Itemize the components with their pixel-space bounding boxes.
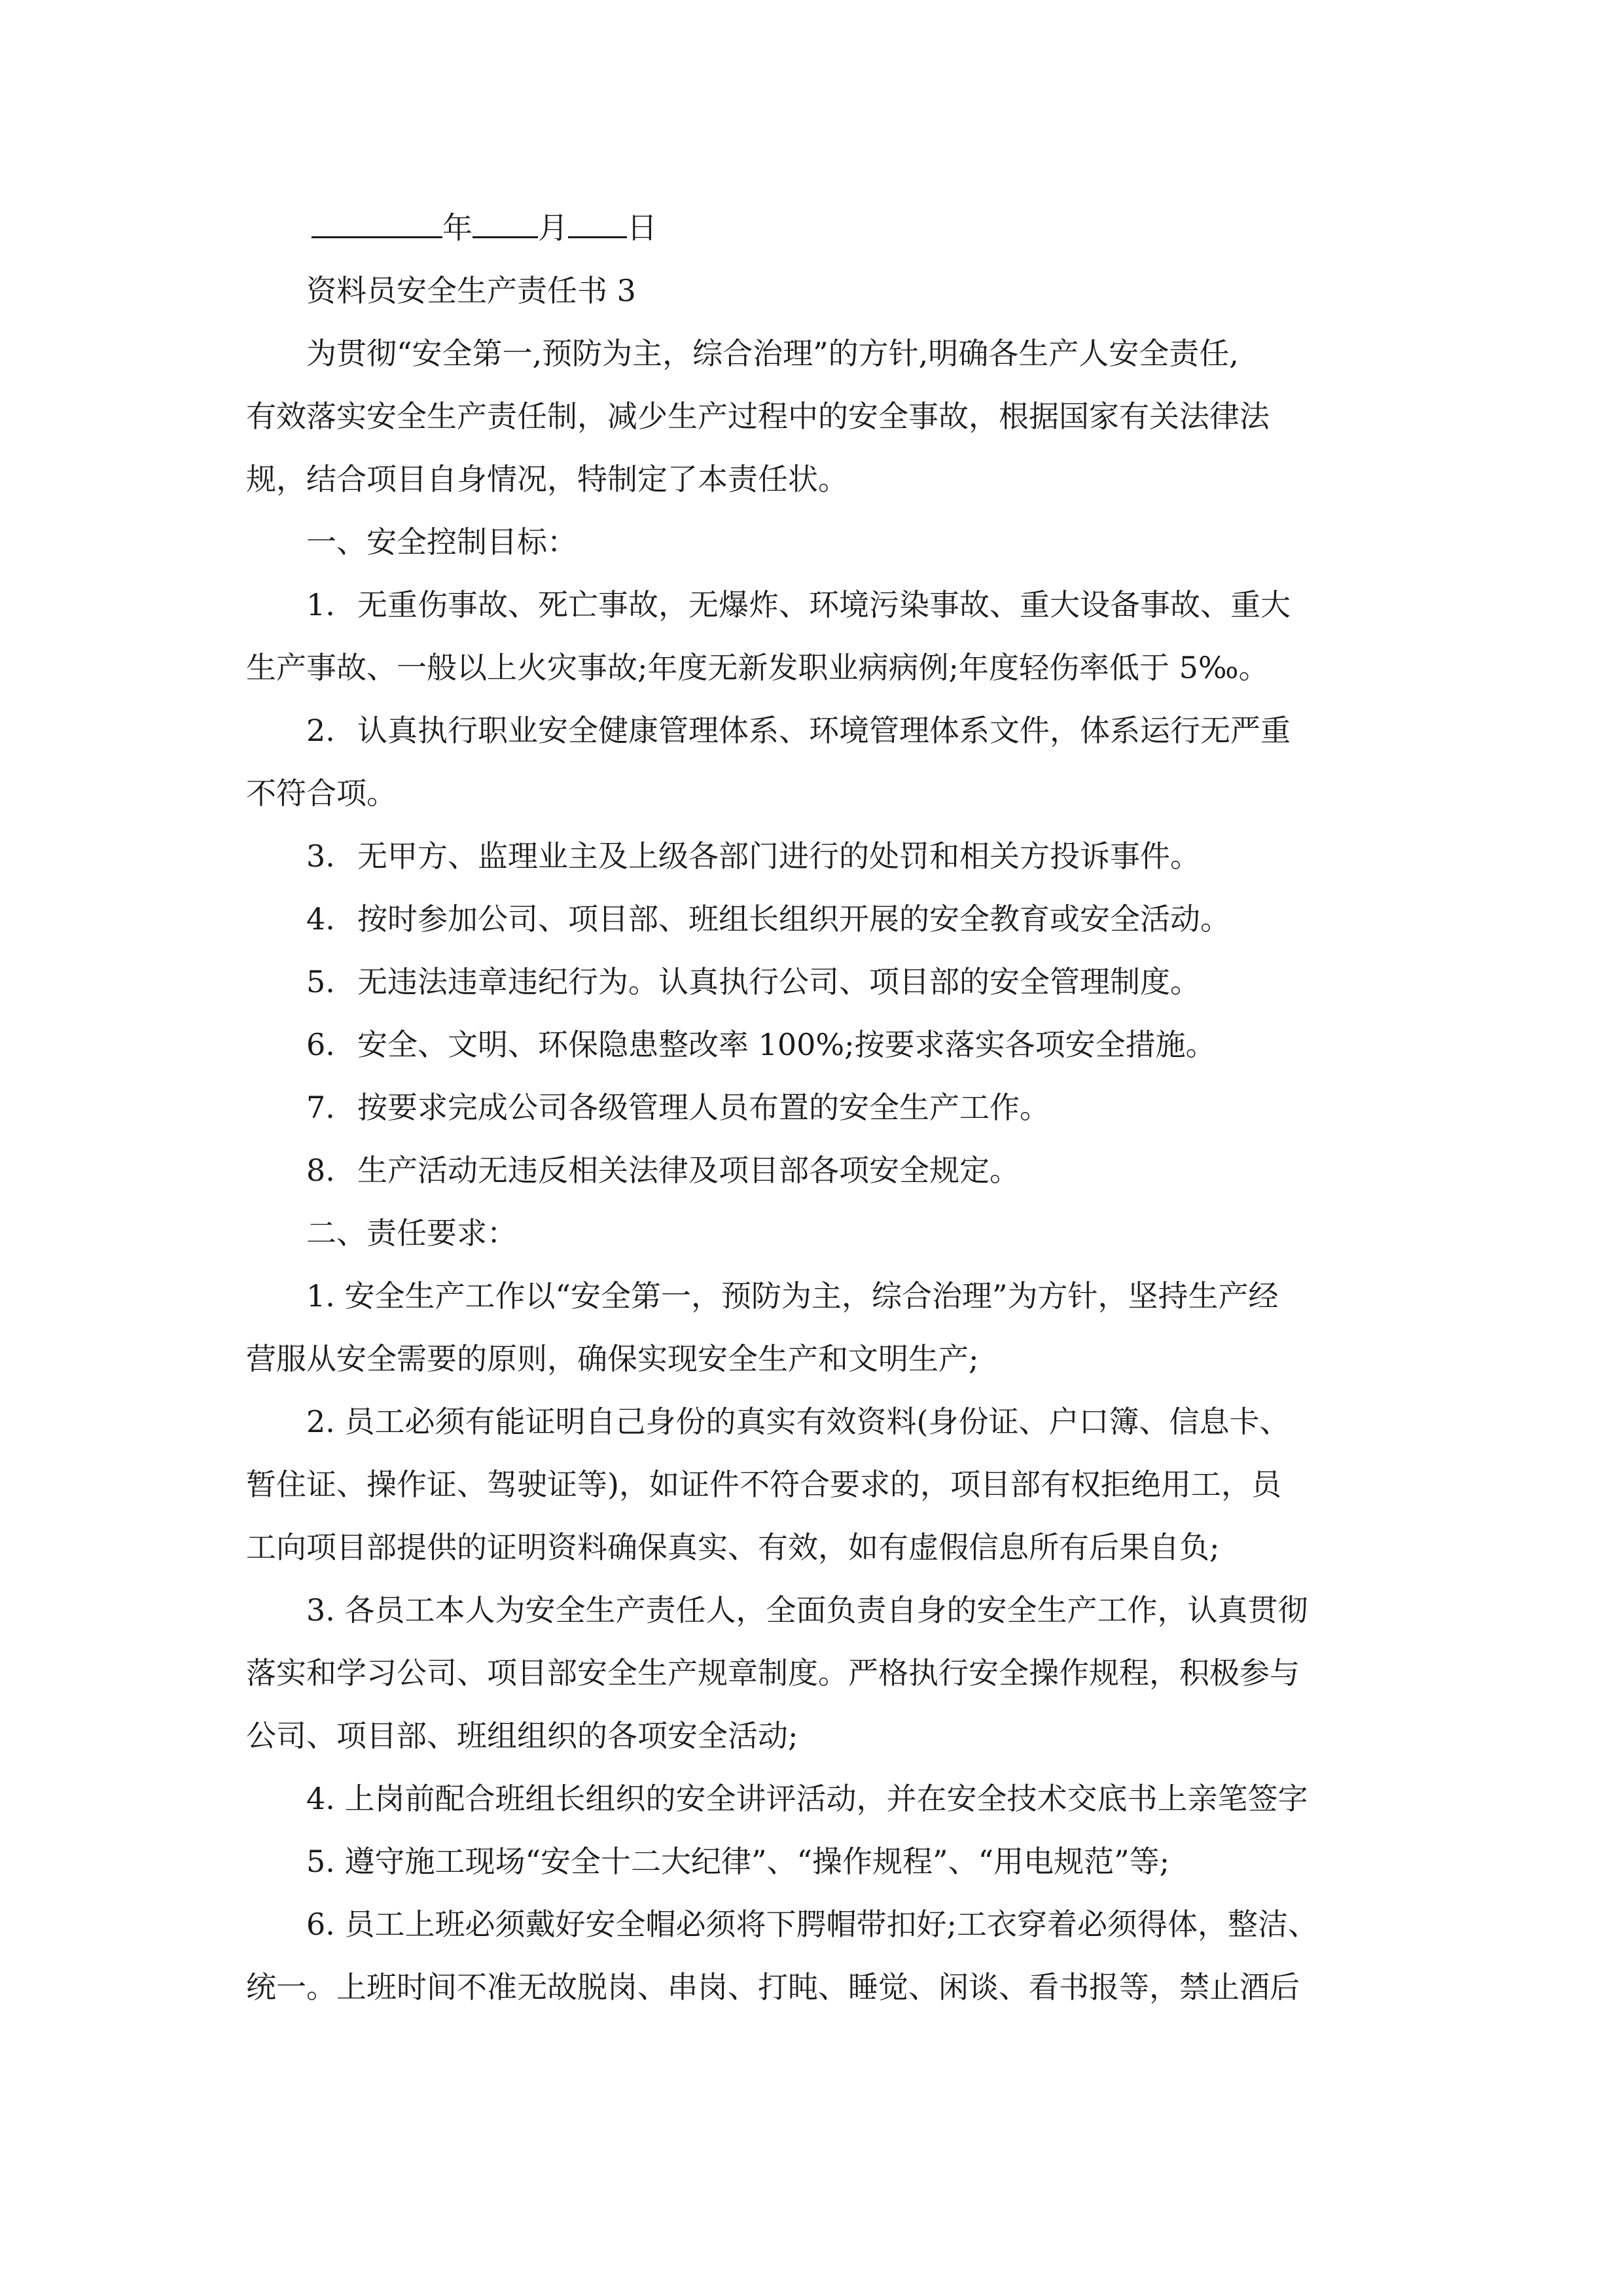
list-item (246, 1830, 1378, 1893)
item-text: 按要求完成公司各级管理人员布置的安全生产工作。 (357, 1090, 1050, 1125)
item-number: 4. (306, 901, 335, 937)
item-text: 3. 各员工本人为安全生产责任人，全面负责自身的安全生产工作，认真贯彻 (306, 1592, 1308, 1628)
list-item (246, 1139, 1378, 1202)
day-blank (568, 206, 627, 238)
list-item (246, 825, 1378, 888)
list-item (246, 1265, 1378, 1390)
item-number: 2. (306, 713, 335, 748)
item-text: 6. 员工上班必须戴好安全帽必须将下腭帽带扣好;工衣穿着必须得体，整洁、 (306, 1907, 1319, 1942)
list-item (246, 1767, 1378, 1830)
item-text: 公司、项目部、班组组织的各项安全活动; (246, 1718, 798, 1753)
list-item (246, 1013, 1378, 1076)
date-line (246, 196, 1378, 259)
section1-heading: 一、安全控制目标： (306, 524, 577, 560)
item-text: 暂住证、操作证、驾驶证等)，如证件不符合要求的，项目部有权拒绝用工，员 (246, 1467, 1281, 1502)
list-item (246, 950, 1378, 1013)
item-text: 落实和学习公司、项目部安全生产规章制度。严格执行安全操作规程，积极参与 (246, 1655, 1300, 1691)
list-item (246, 1076, 1378, 1139)
item-text: 4. 上岗前配合班组长组织的安全讲评活动，并在安全技术交底书上亲笔签字 (306, 1781, 1308, 1816)
intro-line: 规，结合项目自身情况，特制定了本责任状。 (246, 461, 848, 497)
section1-list (246, 573, 1378, 1202)
item-text: 5. 遵守施工现场“安全十二大纪律”、“操作规程”、“用电规范”等; (306, 1844, 1170, 1879)
item-text: 生产活动无违反相关法律及项目部各项安全规定。 (357, 1153, 1020, 1188)
item-text: 无甲方、监理业主及上级各部门进行的处罚和相关方投诉事件。 (357, 838, 1200, 874)
item-text: 工向项目部提供的证明资料确保真实、有效，如有虚假信息所有后果自负; (246, 1530, 1220, 1565)
list-item (246, 888, 1378, 950)
intro-line: 有效落实安全生产责任制，减少生产过程中的安全事故，根据国家有关法律法 (246, 399, 1270, 434)
item-text: 1. 安全生产工作以“安全第一，预防为主，综合治理”为方针，坚持生产经 (306, 1278, 1279, 1314)
item-number: 6. (306, 1027, 335, 1062)
document-page (246, 196, 1378, 2018)
section2-list (246, 1265, 1378, 2018)
list-item (246, 573, 1378, 699)
item-text: 生产事故、一般以上火灾事故;年度无新发职业病病例;年度轻伤率低于 5‰。 (246, 650, 1269, 685)
item-number: 5. (306, 964, 335, 999)
item-text: 不符合项。 (246, 776, 397, 811)
intro-paragraph (246, 322, 1378, 511)
list-item (246, 1579, 1378, 1767)
item-text: 无违法违章违纪行为。认真执行公司、项目部的安全管理制度。 (357, 964, 1200, 999)
item-number: 7. (306, 1090, 335, 1125)
list-item (246, 699, 1378, 825)
item-text: 认真执行职业安全健康管理体系、环境管理体系文件，体系运行无严重 (357, 713, 1291, 748)
list-item (246, 1390, 1378, 1579)
item-number: 8. (306, 1153, 335, 1188)
item-number: 1. (306, 587, 335, 622)
section2-heading: 二、责任要求： (306, 1215, 517, 1251)
intro-line: 为贯彻“安全第一,预防为主，综合治理”的方针,明确各生产人安全责任, (306, 336, 1239, 371)
item-text: 按时参加公司、项目部、班组长组织开展的安全教育或安全活动。 (357, 901, 1230, 937)
item-text: 无重伤事故、死亡事故，无爆炸、环境污染事故、重大设备事故、重大 (357, 587, 1291, 622)
item-text: 2. 员工必须有能证明自己身份的真实有效资料(身份证、户口簿、信息卡、 (306, 1404, 1290, 1439)
year-label: 年 (442, 210, 473, 245)
day-label: 日 (627, 210, 657, 245)
month-blank (473, 206, 538, 238)
list-item (246, 1893, 1378, 2018)
item-number: 3. (306, 838, 335, 874)
document-title: 资料员安全生产责任书 3 (306, 273, 636, 308)
item-text: 统一。上班时间不准无故脱岗、串岗、打盹、睡觉、闲谈、看书报等，禁止酒后 (246, 1969, 1300, 2005)
item-text: 营服从安全需要的原则，确保实现安全生产和文明生产; (246, 1341, 979, 1376)
month-label: 月 (538, 210, 568, 245)
item-text: 安全、文明、环保隐患整改率 100%;按要求落实各项安全措施。 (357, 1027, 1216, 1062)
year-blank (312, 206, 442, 238)
